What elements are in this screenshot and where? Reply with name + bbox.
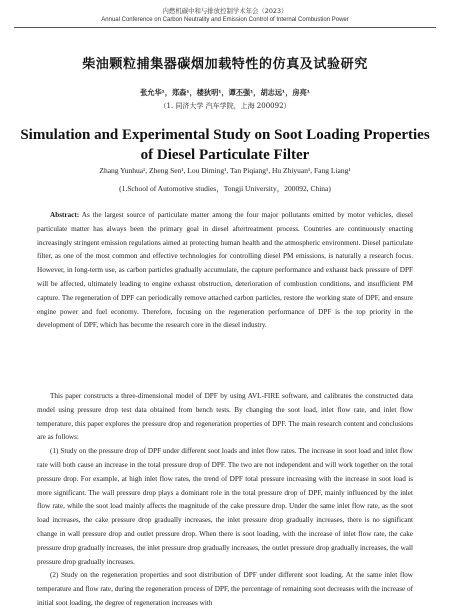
paper-title-cn: 柴油颗粒捕集器碳烟加载特性的仿真及试验研究 [82,57,368,72]
abstract [37,209,413,333]
abstract-label: Abstract: [50,211,80,219]
authors-cn: 张允华¹，郑森¹，楼狄明¹，谭丕强¹，胡志远¹，房亮¹ [140,88,310,97]
conference-header [0,7,450,25]
affiliation-en: (1.School of Automotive studies，Tongji University，200092, China) [119,184,331,193]
conference-title-en: Annual Conference on Carbon Neutrality and Emission Control of Internal Combustion Power [101,17,349,23]
body-paragraph-2: (1) Study on the pressure drop of DPF under different soot loads and inlet flow rates. The increase in soot load and inlet flow rate will both cause an increase in the total pressure drop of DPF. The two are not independent and will work together on the total pressure drop. For example, at high inlet flow rates, the trend of DPF total pressure increasing with the increase in soot load is more significant. The wall pressure drop plays a dominant role in the total pressure drop of DPF, mainly influenced by the inlet flow rate, while the soot load mainly affects the magnitude of the cake pressure drop. Under the same inlet flow rate, as the soot load increases, the cake pressure drop gradually increases, the inlet pressure drop gradually increases, there is no significant change in wall pressure drop and outlet pressure drop. When there is soot loading, with the increase of inlet flow rate, the cake pressure drop gradually increases, the inlet pressure drop gradually increases, the outlet pressure drop gradually increases, the wall pressure drop gradually increases. [37,447,413,566]
abstract-paragraph [37,209,413,333]
body-paragraph-3: (2) Study on the regeneration properties and soot distribution of DPF under different soot loading. At the same inlet flow temperature and flow rate, during the regeneration process of DPF, the percentage of remaining soot decreases with the increase of initial soot loading, the degree of regeneration increases with [37,571,413,607]
body-paragraph-1: This paper constructs a three-dimensional model of DPF by using AVL-FIRE software, and calibrates the constructed data model using pressure drop test data obtained from bench tests. By changing the soot load, inlet flow rate, and inlet flow temperature, this paper explores the pressure drop and regeneration properties of DPF. The main research content and conclusions are as follows: [37,392,413,442]
affiliation-cn: （1. 同济大学 汽车学院，上海 200092） [159,102,291,110]
paper-title-en: Simulation and Experimental Study on Soot Loading Properties of Diesel Particulate Filter [20,127,430,163]
authors-en: Zhang Yunhua¹, Zheng Sen¹, Lou Diming¹, Tan Piqiang¹, Hu Zhiyuan¹, Fang Liang¹ [99,166,351,175]
body-section [37,390,413,611]
header-rule [14,27,436,28]
conference-title-cn: 内燃机碳中和与排放控制学术年会（2023） [162,7,288,15]
abstract-text: As the largest source of particulate matter among the four major pollutants emitted by motor vehicles, diesel particulate matter has always been the primary goal in diesel aftertreatment process. Countries are continuously enacting increasingly stringent emission regulations aimed at protecting human health and the atmospheric environment. Diesel particulate filter, as one of the most common and effective technologies for controlling diesel PM emissions, is naturally a research focus. However, in long-term use, as carbon particles gradually accumulate, the capture performance and exhaust back pressure of DPF will be affected, ultimately leading to engine exhaust obstruction, deterioration of combustion conditions, and insufficient PM capture. The regeneration of DPF can periodically remove attached carbon particles, restore the working state of DPF, and ensure engine power and fuel economy. Therefore, focusing on the regeneration performance of DPF is the top priority in the development of DPF, which has become the research core in the diesel industry. [37,211,413,330]
